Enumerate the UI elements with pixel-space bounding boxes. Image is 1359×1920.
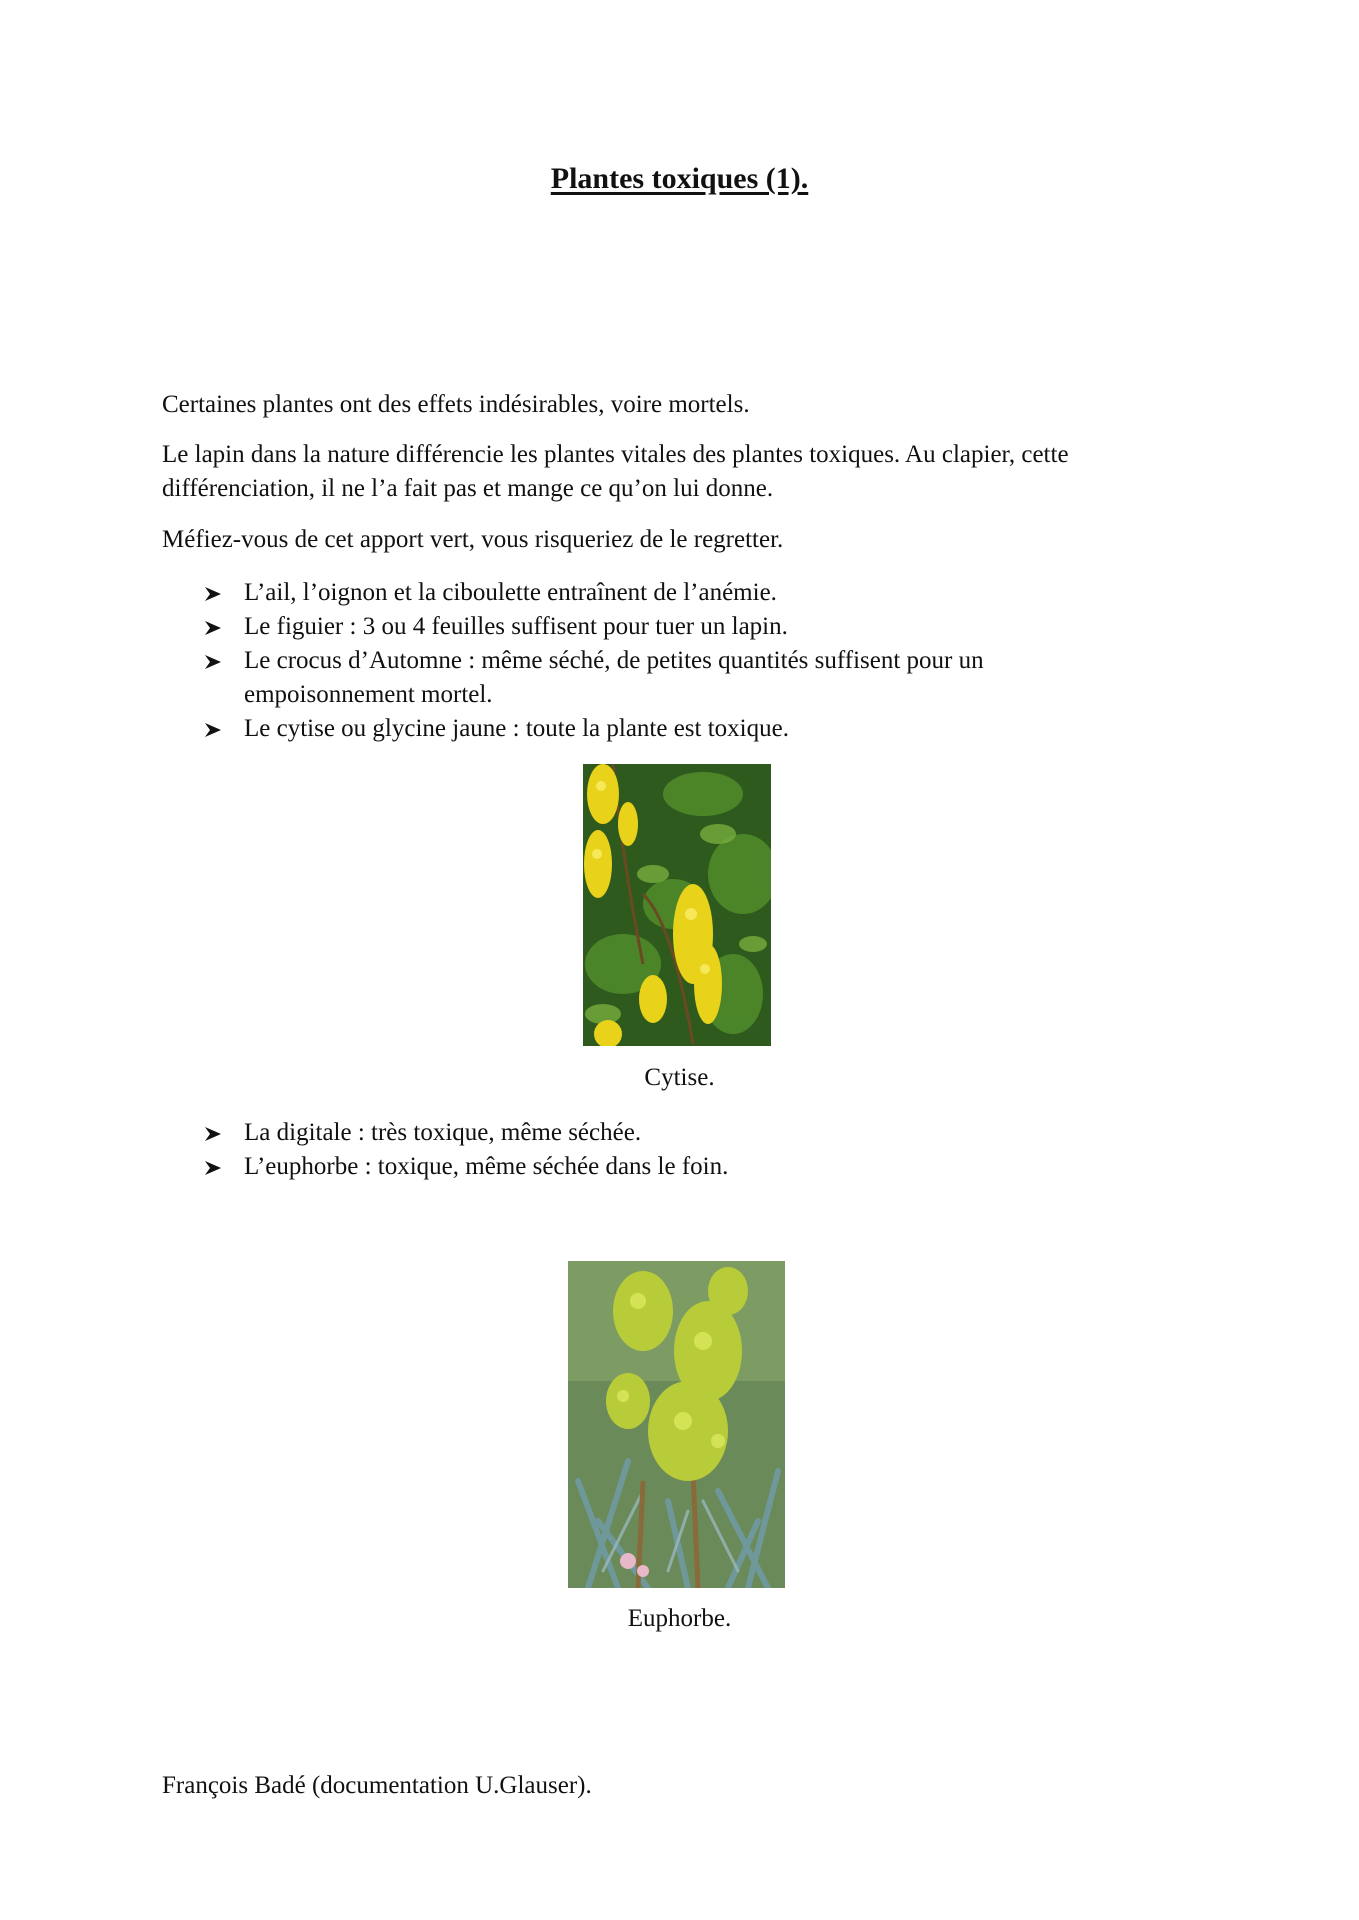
intro-paragraph: Certaines plantes ont des effets indésirables, voire mortels. [162,391,750,418]
list-item-text: Le figuier : 3 ou 4 feuilles suffisent pour tuer un lapin. [244,613,788,640]
cytise-photo [583,764,771,1046]
list-item-text: Le crocus d’Automne : même séché, de petites quantités suffisent pour un empoisonnement mortel. [244,647,984,708]
list-item-text: L’ail, l’oignon et la ciboulette entraînent de l’anémie. [244,579,777,606]
arrowhead-bullet-icon [204,722,222,738]
euphorbe-photo [568,1261,785,1588]
arrowhead-bullet-icon [204,1160,222,1176]
list-item-text: La digitale : très toxique, même séchée. [244,1119,642,1146]
toxic-plant-list-1 [204,576,1104,746]
warning-paragraph: Méfiez-vous de cet apport vert, vous risqueriez de le regretter. [162,526,784,553]
author-credit: François Badé (documentation U.Glauser). [162,1772,592,1799]
list-item-text: Le cytise ou glycine jaune : toute la plante est toxique. [244,715,789,742]
arrowhead-bullet-icon [204,1126,222,1142]
toxic-plant-list-2 [204,1116,1104,1184]
arrowhead-bullet-icon [204,586,222,602]
list-item [204,712,1104,746]
rabbit-paragraph: Le lapin dans la nature différencie les plantes vitales des plantes toxiques. Au clapier, cette différenciation, il ne l’a fait pas et mange ce qu’on lui donne. [162,441,1069,502]
list-item [204,610,1104,644]
cytise-caption: Cytise. [644,1064,715,1091]
euphorbe-caption: Euphorbe. [627,1605,732,1632]
list-item [204,576,1104,610]
arrowhead-bullet-icon [204,620,222,636]
list-item [204,644,1104,712]
list-item [204,1150,1104,1184]
list-item [204,1116,1104,1150]
cytise-illustration [583,764,771,1046]
euphorbe-illustration [568,1261,785,1588]
arrowhead-bullet-icon [204,654,222,670]
list-item-text: L’euphorbe : toxique, même séchée dans le foin. [244,1153,729,1180]
page-title: Plantes toxiques (1). [550,162,809,195]
